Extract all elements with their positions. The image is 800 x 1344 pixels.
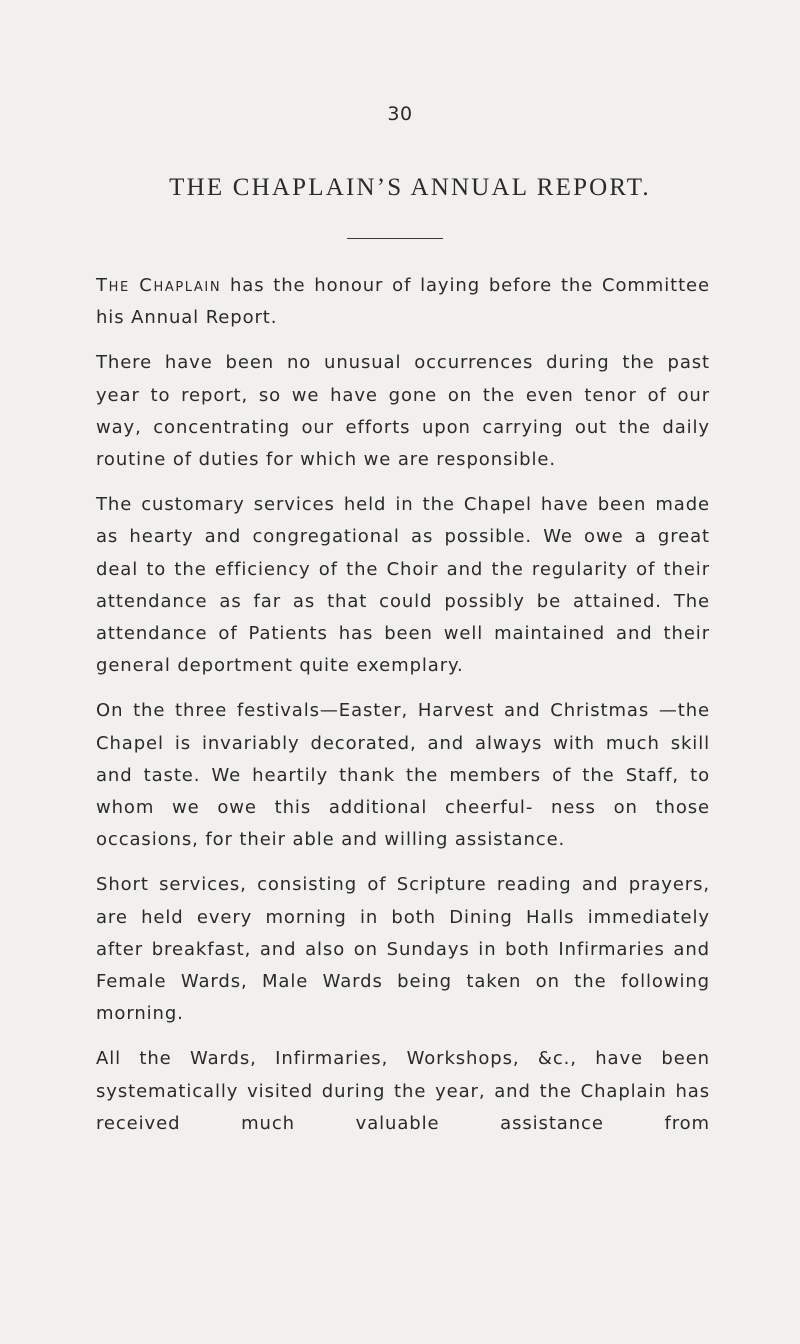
page-number: 30	[387, 103, 413, 125]
paragraph-intro	[96, 270, 710, 334]
paragraph-text: There have been no unusual occurrences during the past year to report, so we have gone on the even tenor of our way, concentrating our efforts upon carrying out the daily routine of duties for which we are responsible.	[96, 352, 710, 471]
paragraph-services	[96, 489, 710, 682]
paragraph-occurrences	[96, 347, 710, 476]
paragraph-festivals	[96, 695, 710, 856]
paragraph-text: Short services, consisting of Scripture reading and prayers, are held every morning in both Dining Halls immediately after breakfast, and also on Sundays in both Infirmaries and Female Wards, Male Wards being taken on the following morning.	[96, 874, 710, 1025]
title-divider	[347, 238, 443, 239]
paragraph-text: All the Wards, Infirmaries, Workshops, &c., have been systematically visited during the year, and the Chaplain has received much valuable assistance from	[96, 1048, 710, 1134]
paragraph-text: has the honour of laying before the Committee his Annual Report.	[96, 275, 710, 329]
report-title: THE CHAPLAIN’S ANNUAL REPORT.	[169, 174, 651, 201]
paragraph-short-services	[96, 869, 710, 1030]
paragraph-lead: The Chaplain	[96, 275, 222, 296]
paragraph-text: The customary services held in the Chapel have been made as hearty and congregational as possible. We owe a great deal to the efficiency of the Choir and the regularity of their attendance as far as that could possibly be attained. The attendance of Patients has been well maintained and their general deportment quite exemplary.	[96, 494, 710, 677]
paragraph-visits	[96, 1043, 710, 1140]
paragraph-text: On the three festivals—Easter, Harvest and Christmas —the Chapel is invariably decorated, and always with much skill and taste. We heartily thank the members of the Staff, to whom we owe this additional cheerful- ness on those occasions, for their able and willing assistance.	[96, 700, 710, 851]
report-body	[96, 270, 710, 1153]
